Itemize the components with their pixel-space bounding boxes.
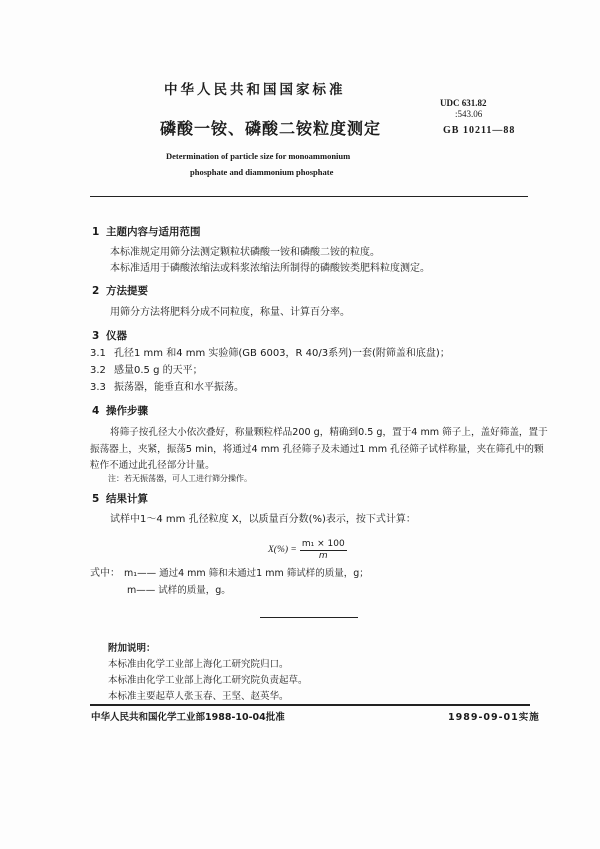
- udc-code: UDC 631.82: [440, 98, 487, 108]
- document-title: 磷酸一铵、磷酸二铵粒度测定: [160, 119, 382, 138]
- section-5-number: 5: [92, 493, 100, 505]
- item-number: 3.1: [90, 348, 106, 359]
- gb-code: GB 10211—88: [443, 125, 516, 136]
- item-number: 3.2: [90, 365, 106, 376]
- item-number: 3.3: [90, 382, 106, 393]
- section-3-number: 3: [92, 330, 100, 342]
- section-3-title: 仪器: [106, 330, 127, 342]
- footer-divider: [90, 704, 530, 706]
- where-definition: m₁—— 通过4 mm 筛和未通过1 mm 筛试样的质量，g；: [124, 568, 369, 579]
- section-4-para-line: 振荡器上，夹紧，振荡5 min，将通过4 mm 孔径筛子及未通过1 mm 孔径筛子试样称量，夹在筛孔中的颗: [90, 444, 544, 455]
- formula-lhs: X(%) =: [268, 544, 297, 555]
- section-5-title: 结果计算: [106, 493, 148, 505]
- section-4-note: 注：若无振荡器，可人工进行筛分操作。: [108, 474, 252, 483]
- section-1-para: 本标准规定用筛分法测定颗粒状磷酸一铵和磷酸二铵的粒度。: [110, 247, 380, 258]
- section-2-para: 用筛分方法将肥料分成不同粒度，称量、计算百分率。: [110, 307, 350, 318]
- section-4-title: 操作步骤: [106, 405, 148, 417]
- section-4-para-line: 粒作不通过此孔径部分计量。: [90, 460, 215, 471]
- appendix-line: 本标准由化学工业部上海化工研究院归口。: [108, 659, 289, 670]
- end-divider: [260, 617, 358, 618]
- formula-fraction: [300, 540, 347, 561]
- section-4-para-line: 将筛子按孔径大小依次叠好，称量颗粒样品200 g，精确到0.5 g，置于4 mm 筛子上，盖好筛盖，置于: [110, 427, 548, 438]
- section-1-title: 主题内容与适用范围: [106, 226, 201, 238]
- formula: [268, 540, 347, 561]
- approval-date: 中华人民共和国化学工业部1988-10-04批准: [91, 712, 285, 723]
- section-4-number: 4: [92, 405, 100, 417]
- english-title-line2: phosphate and diammonium phosphate: [190, 167, 334, 177]
- item-text: 感量0.5 g 的天平；: [114, 365, 203, 376]
- item-text: 振荡器，能垂直和水平振荡。: [114, 382, 244, 393]
- section-5-para: 试样中1～4 mm 孔径粒度 X，以质量百分数(%)表示，按下式计算：: [110, 514, 416, 525]
- formula-denominator: m: [318, 551, 328, 561]
- appendix-title: 附加说明：: [108, 643, 156, 654]
- section-1-number: 1: [92, 226, 100, 238]
- appendix-line: 本标准主要起草人张玉春、王坚、赵英华。: [108, 691, 289, 702]
- udc-code-cont: :543.06: [455, 109, 483, 119]
- section-2-title: 方法提要: [106, 285, 148, 297]
- where-label: 式中：: [90, 568, 120, 579]
- section-1-para: 本标准适用于磷酸浓缩法或料浆浓缩法所制得的磷酸铵类肥料粒度测定。: [110, 263, 430, 274]
- formula-numerator: m₁ × 100: [301, 539, 345, 549]
- header-divider: [90, 196, 528, 197]
- item-text: 孔径1 mm 和4 mm 实验筛(GB 6003，R 40/3系列)一套(附筛盖和底盘)；: [114, 348, 450, 359]
- appendix-line: 本标准由化学工业部上海化工研究院负责起草。: [108, 675, 308, 686]
- english-title-line1: Determination of particle size for monoammonium: [166, 151, 351, 161]
- section-2-number: 2: [92, 285, 100, 297]
- effective-date: 1989-09-01实施: [448, 712, 540, 723]
- where-definition: m—— 试样的质量，g。: [127, 585, 231, 596]
- national-standard-heading: 中华人民共和国国家标准: [164, 82, 346, 98]
